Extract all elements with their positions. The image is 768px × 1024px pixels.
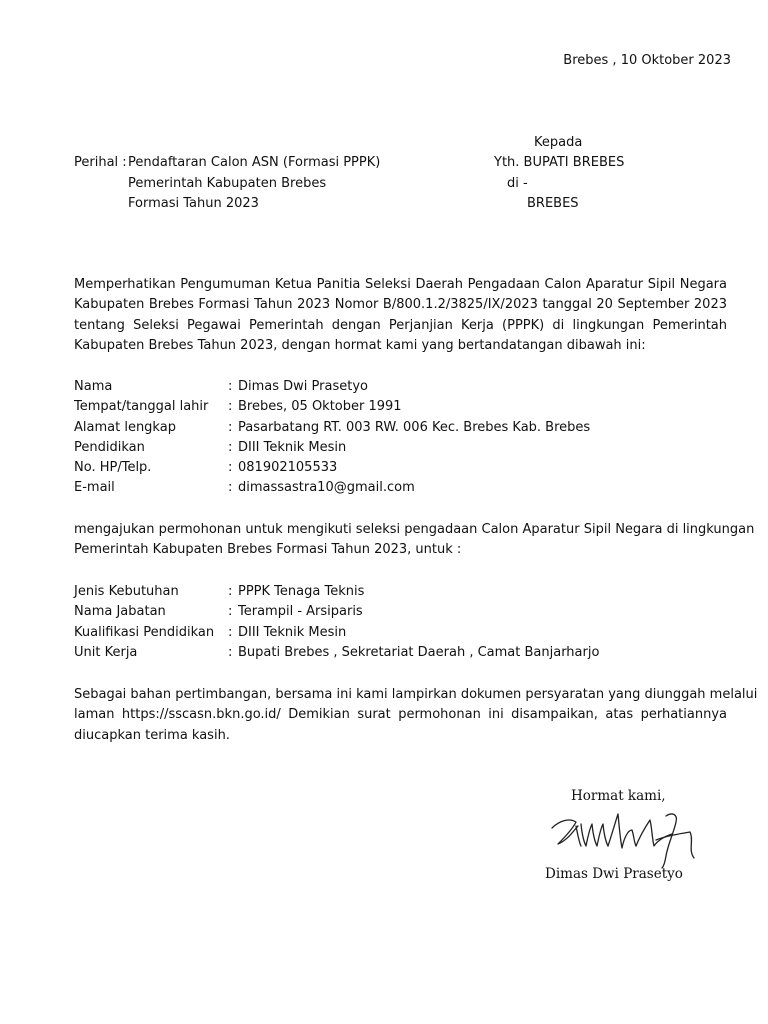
field-value: Pasarbatang RT. 003 RW. 006 Kec. Brebes Kab. Brebes	[238, 419, 591, 435]
field-label: E-mail	[74, 480, 115, 496]
field-label: Nama	[74, 379, 113, 394]
position-row-type: Jenis Kebutuhan : PPPK Tenaga Teknis	[74, 582, 599, 602]
recipient-to-label: Kepada	[534, 135, 583, 150]
signature-greeting: Hormat kami,	[571, 788, 666, 804]
field-label: Nama Jabatan	[74, 604, 166, 620]
field-value: PPPK Tenaga Teknis	[238, 584, 365, 599]
subject-line-2: Pemerintah Kabupaten Brebes	[128, 176, 327, 191]
recipient-city: BREBES	[527, 196, 579, 211]
closing-line: diucapkan terima kasih.	[74, 727, 230, 743]
field-label: Jenis Kebutuhan	[74, 584, 179, 599]
field-value: DIII Teknik Mesin	[238, 439, 347, 455]
applicant-details	[74, 377, 590, 499]
field-value: DIII Teknik Mesin	[238, 624, 347, 640]
field-value: Dimas Dwi Prasetyo	[238, 379, 368, 394]
field-value: 081902105533	[238, 460, 338, 476]
field-label: Unit Kerja	[74, 644, 138, 660]
field-label: Tempat/tanggal lahir	[74, 399, 209, 415]
applicant-row-address: Alamat lengkap : Pasarbatang RT. 003 RW. 006 Kec. Brebes Kab. Brebes	[74, 418, 590, 438]
field-value: Brebes, 05 Oktober 1991	[238, 399, 402, 415]
closing-paragraph	[74, 685, 758, 746]
applicant-row-birth: Tempat/tanggal lahir : Brebes, 05 Oktober 1991	[74, 397, 590, 417]
recipient-at: di -	[507, 176, 528, 191]
closing-line: laman https://sscasn.bkn.go.id/ Demikian surat permohonan ini disampaikan, atas perhatiannya	[74, 707, 727, 723]
applicant-row-email: E-mail : dimassastra10@gmail.com	[74, 478, 590, 498]
signatory-name: Dimas Dwi Prasetyo	[545, 866, 683, 882]
subject-line-1: Pendaftaran Calon ASN (Formasi PPPK)	[128, 155, 381, 170]
field-label: Alamat lengkap	[74, 419, 176, 435]
applicant-row-name: Nama : Dimas Dwi Prasetyo	[74, 377, 590, 397]
intro-line: Kabupaten Brebes Tahun 2023, dengan hormat kami yang bertandatangan dibawah ini:	[74, 337, 646, 353]
request-paragraph	[74, 520, 755, 561]
applicant-row-education: Pendidikan : DIII Teknik Mesin	[74, 438, 590, 458]
field-value: Terampil - Arsiparis	[238, 604, 363, 620]
closing-line: Sebagai bahan pertimbangan, bersama ini kami lampirkan dokumen persyaratan yang diunggah melalui	[74, 687, 758, 702]
field-label: No. HP/Telp.	[74, 460, 152, 476]
field-label: Pendidikan	[74, 439, 145, 455]
field-label: Kualifikasi Pendidikan	[74, 624, 215, 640]
field-value: dimassastra10@gmail.com	[238, 480, 415, 496]
position-row-unit: Unit Kerja : Bupati Brebes , Sekretariat Daerah , Camat Banjarharjo	[74, 643, 599, 663]
place-date: Brebes , 10 Oktober 2023	[563, 53, 731, 68]
position-row-qualification: Kualifikasi Pendidikan : DIII Teknik Mesin	[74, 623, 599, 643]
field-value: Bupati Brebes , Sekretariat Daerah , Camat Banjarharjo	[238, 644, 600, 660]
recipient-addressee: Yth. BUPATI BREBES	[494, 155, 625, 170]
request-line: mengajukan permohonan untuk mengikuti seleksi pengadaan Calon Aparatur Sipil Negara di lingkungan	[74, 522, 755, 537]
subject-label: Perihal :	[74, 155, 127, 170]
intro-line: Kabupaten Brebes Formasi Tahun 2023 Nomor B/800.1.2/3825/IX/2023 tanggal 20 September 2023	[74, 297, 727, 313]
applicant-row-phone: No. HP/Telp. : 081902105533	[74, 458, 590, 478]
intro-line: tentang Seleksi Pegawai Pemerintah dengan Perjanjian Kerja (PPPK) di lingkungan Pemerintah	[74, 317, 727, 333]
intro-line: Memperhatikan Pengumuman Ketua Panitia Seleksi Daerah Pengadaan Calon Aparatur Sipil Negara	[74, 277, 727, 292]
intro-paragraph	[74, 275, 727, 356]
position-row-title: Nama Jabatan : Terampil - Arsiparis	[74, 602, 599, 622]
position-details	[74, 582, 599, 663]
request-line: Pemerintah Kabupaten Brebes Formasi Tahun 2023, untuk :	[74, 542, 462, 558]
handwritten-signature	[548, 810, 698, 872]
subject-line-3: Formasi Tahun 2023	[128, 196, 259, 211]
